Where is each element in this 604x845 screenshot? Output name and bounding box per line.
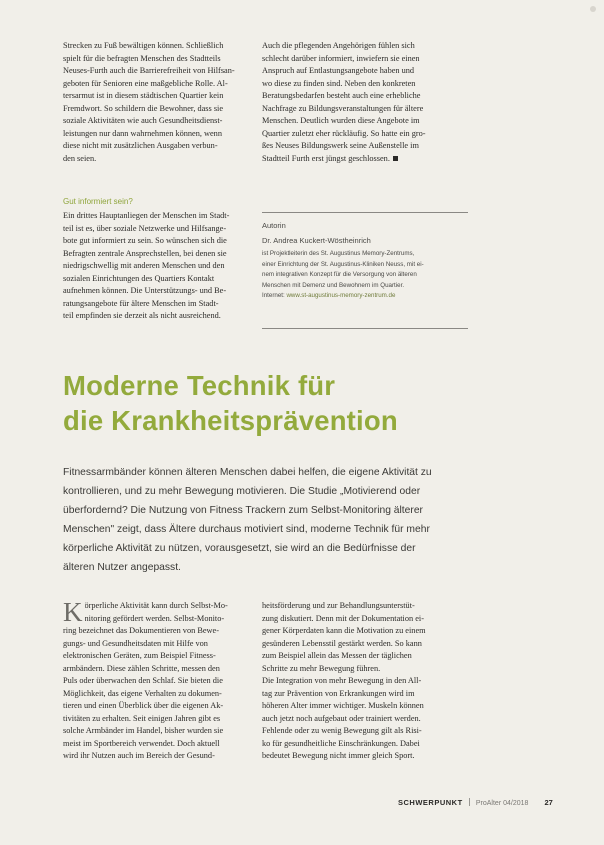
page-number: 27 (544, 798, 553, 807)
body-line: Menschen. Deutlich wurden diese Angebote im (262, 116, 420, 125)
body-line: Schritte zu mehr Bewegung führen. (262, 663, 381, 673)
body-line: teil ist es, über soziale Netzwerke und Hilfsange- (63, 223, 227, 233)
body-line: spielt für die befragten Menschen des Stadtteils (63, 53, 221, 63)
author-web: Internet: www.st-augustinus-memory-zentrum.de (262, 292, 396, 300)
bio-line: ist Projektleiterin des St. Augustinus Memory-Zentrums, (262, 250, 415, 257)
author-bottom-rule (262, 328, 468, 329)
body-line: armbändern. Diese zählen Schritte, messen den (63, 663, 220, 673)
body-line: heitsförderung und zur Behandlungsunterstüt- (262, 601, 415, 610)
body-line: Anspruch auf Entlastungsangebote haben und (262, 66, 415, 75)
body-line: teil empfinden sie derzeit als nicht ausreichend. (63, 311, 221, 320)
body-line: gesünderen Lebensstil gestärkt werden. So kann (262, 638, 422, 648)
body-line: Beratungsbedarfen besteht auch eine erhebliche (262, 91, 421, 100)
body-line: bote gut informiert zu sein. So wünschen sich die (63, 236, 227, 245)
column-top-right (262, 40, 470, 165)
body-line: zum Beispiel allein das Messen der täglichen (262, 651, 412, 660)
lead-line: überfordernd? Die Nutzung von Fitness Trackern zum Selbst-Monitoring älterer (63, 505, 423, 516)
body-line: solche Armbänder im Handel, bisher wurden sie (63, 726, 224, 735)
column-top-left (63, 40, 257, 165)
footer-issue: ProAlter 04/2018 (475, 800, 529, 807)
body-line: elektronischen Geräten, zum Beispiel Fitness- (63, 651, 216, 660)
drop-cap: K (63, 597, 83, 627)
section-subheading: Gut informiert sein? (63, 197, 133, 206)
body-line: ratungsangebote für ältere Menschen im Stadt- (63, 298, 219, 308)
body-line: höheren Alter immer wichtiger. Muskeln können (262, 701, 424, 710)
lead-line: körperliche Aktivität zu nützen, vorausgesetzt, sie wird an die Bedürfnisse der (63, 543, 416, 554)
author-web-link[interactable]: www.st-augustinus-memory-zentrum.de (286, 292, 396, 300)
body-line: leistungen nur dann wahrnehmen können, wenn (63, 128, 222, 138)
body-line: gungs- und Gesundheitsdaten mit Hilfe von (63, 638, 208, 648)
body-line: Fremdwort. So schildern die Bewohner, dass sie (63, 103, 224, 113)
body-line: Stadtteil Furth erst jüngst geschlossen. (262, 153, 470, 166)
author-top-rule (262, 212, 468, 213)
author-bio (262, 249, 472, 302)
body-line: Die Integration von mehr Bewegung in den All- (262, 676, 422, 685)
body-line: wird ihr Nutzen auch im Bereich der Gesund- (63, 751, 215, 760)
lead-line: älteren Nutzer angepasst. (63, 562, 181, 573)
body-line: Quartier zuletzt eher rückläufig. So hatte ein gro- (262, 128, 426, 138)
body-line: sozialen Einrichtungen des Quartiers Kontakt (63, 273, 215, 283)
body-line: Neuses-Furth auch die Barrierefreiheit von Hilfsan- (63, 66, 235, 75)
body-line: Strecken zu Fuß bewältigen können. Schließlich (63, 41, 224, 50)
lead-line: Menschen" zeigt, dass Ältere durchaus motiviert sind, moderne Technik für mehr (63, 524, 430, 535)
author-name: Dr. Andrea Kuckert-Wöstheinrich (262, 236, 371, 245)
body-line: wo diese zu finden sind. Neben den konkreten (262, 78, 416, 88)
body-line: diese nicht mit zusätzlichen Ausgaben verbun- (63, 141, 218, 150)
body-line: den seien. (63, 153, 97, 163)
bio-line: nem integrativen Konzept für die Versorgung von älteren (262, 271, 417, 279)
lead-line: kontrollieren, und zu mehr Bewegung motivieren. Die Studie „Motivierend oder (63, 486, 421, 497)
footer-divider (469, 798, 470, 806)
footer-section: SCHWERPUNKT (398, 798, 463, 807)
body-line: bedeutet Bewegung nicht immer gleich Sport. (262, 751, 415, 760)
body-line: tieren und einen Überblick über die eigenen Ak- (63, 701, 224, 710)
body-line: niedrigschwellig mit anderen Menschen und den (63, 261, 225, 270)
body-line: örperliche Aktivität kann durch Selbst-Mo- (84, 601, 228, 610)
body-line: Nachfrage zu Bildungsveranstaltungen für ältere (262, 103, 424, 113)
column-bottom-left (63, 597, 259, 763)
page-footer (398, 798, 553, 807)
body-line: Fehlende oder zu wenig Bewegung gilt als Risi- (262, 726, 422, 735)
bio-line: einer Einrichtung der St. Augustinus-Kliniken Neuss, mit ei- (262, 260, 424, 268)
lead-line: Fitnessarmbänder können älteren Menschen dabei helfen, die eigene Aktivität zu (63, 467, 432, 478)
body-line: Auch die pflegenden Angehörigen fühlen sich (262, 41, 415, 50)
bio-line: Menschen mit Demenz und Bewohnern im Quartier. (262, 281, 405, 289)
body-line: Ein drittes Hauptanliegen der Menschen im Stadt- (63, 211, 230, 220)
column-bottom-right (262, 600, 472, 763)
body-line: ßes Neuses Bildungswerk seine Außenstelle im (262, 141, 419, 150)
body-line: tag zur Prävention von Erkrankungen wird im (262, 688, 415, 698)
end-mark-icon (393, 156, 398, 161)
body-line: Befragten zentrale Ansprechstellen, bei denen sie (63, 248, 227, 258)
headline-line: Moderne Technik für (63, 370, 336, 401)
body-line: Puls oder überwachen den Schlaf. Sie bieten die (63, 676, 223, 685)
body-line: Möglichkeit, das eigene Verhalten zu dokumen- (63, 688, 222, 698)
body-line: soziale Aktivitäten wie auch Gesundheitsdienst- (63, 116, 223, 125)
body-line: gener Körperdaten kann die Motivation zu einem (262, 626, 426, 635)
article-lead (63, 463, 478, 577)
body-line: auch jetzt noch aufgebaut oder trainiert werden. (262, 713, 421, 723)
body-line: ko für gesundheitliche Einschränkungen. Dabei (262, 738, 420, 748)
headline-line: die Krankheitsprävention (63, 405, 398, 436)
scan-speck (590, 6, 596, 12)
body-line: tivitäten zu erhalten. Seit einigen Jahren gibt es (63, 713, 221, 723)
body-line: ring bezeichnet das Dokumentieren von Bewe- (63, 626, 219, 635)
body-line: meist im Sportbereich verwendet. Doch aktuell (63, 738, 220, 748)
body-line: schlecht darüber informiert, inwiefern sie einen (262, 53, 420, 63)
author-label: Autorin (262, 221, 286, 230)
body-line: geboten für Senioren eine maßgebliche Rolle. Al- (63, 78, 228, 88)
body-line: tersarmut ist in diesem städtischen Quartier kein (63, 91, 224, 100)
article-headline (63, 368, 398, 438)
column-mid-left (63, 210, 257, 323)
body-line: nitoring gefördert werden. Selbst-Monito- (84, 613, 225, 623)
body-line: zung diskutiert. Denn mit der Dokumentation ei- (262, 613, 424, 623)
body-line: aufnehmen können. Die Unterstützungs- und Be- (63, 286, 227, 295)
